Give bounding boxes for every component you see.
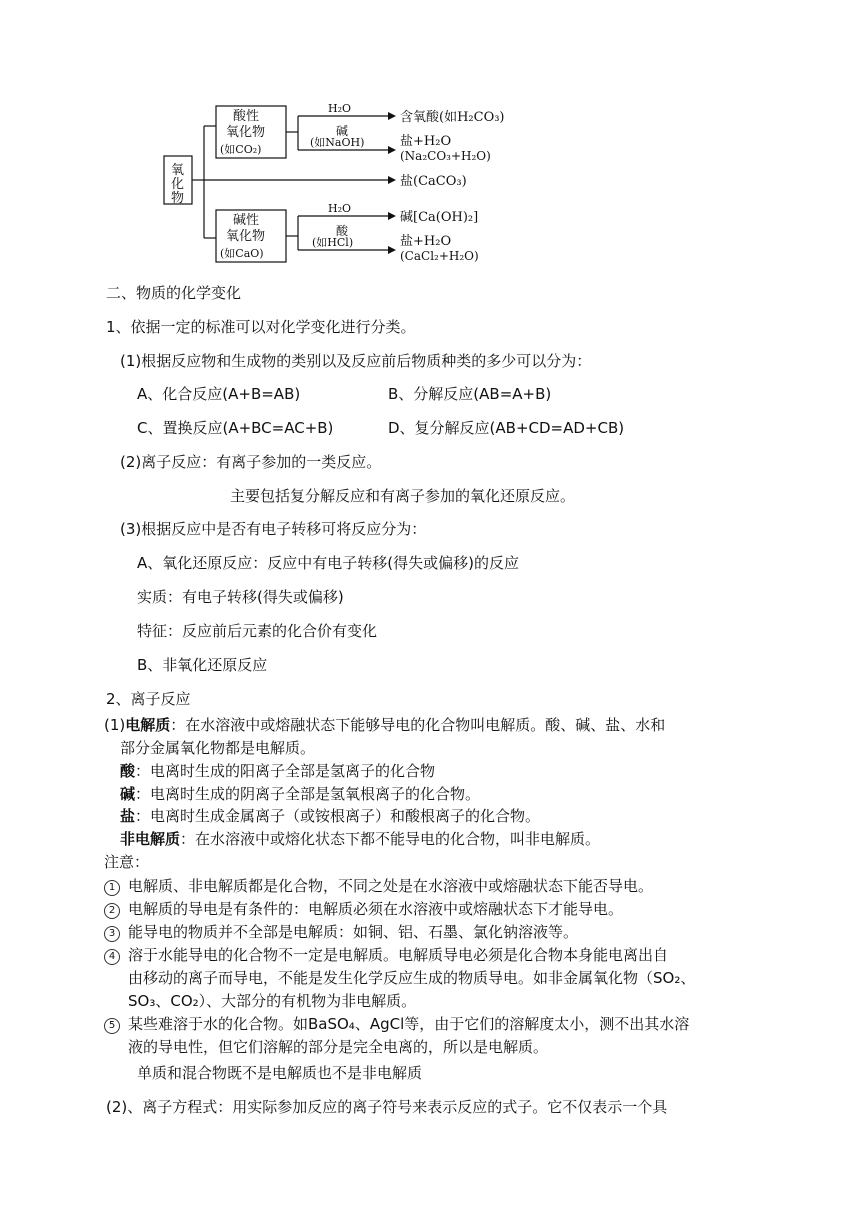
base-term: 碱 xyxy=(120,785,136,803)
acid-term: 酸 xyxy=(120,762,136,780)
base-h2o-label: H₂O xyxy=(328,202,352,215)
acid-h2o-label: H₂O xyxy=(328,102,352,115)
note-5 xyxy=(104,1014,689,1034)
acid-base-label-1: 碱 xyxy=(336,124,349,138)
simple-substance-note: 单质和混合物既不是电解质也不是非电解质 xyxy=(137,1064,423,1082)
note-5-text-a: 某些难溶于水的化合物。如BaSO₄、AgCl等，由于它们的溶解度太小，测不出其水溶 xyxy=(128,1015,690,1033)
basic-label-1: 碱性 xyxy=(233,213,260,228)
basic-label-2: 氧化物 xyxy=(226,229,266,244)
note-3-text: 能导电的物质并不全部是电解质：如铜、铝、石墨、氯化钠溶液等。 xyxy=(128,923,579,941)
acid-base-label-2: (如NaOH) xyxy=(310,136,365,149)
root-label-2: 化 xyxy=(171,177,185,192)
reaction-d: D、复分解反应(AB+CD=AD+CB) xyxy=(388,419,625,437)
note-number-2: 2 xyxy=(104,903,120,919)
acidic-label-2: 氧化物 xyxy=(226,125,266,140)
root-label-3: 物 xyxy=(171,191,185,206)
reaction-a: A、化合反应(A+B=AB) xyxy=(137,385,301,403)
note-2 xyxy=(104,899,623,919)
para-1-1: (1)根据反应物和生成物的类别以及反应前后物质种类的多少可以分为： xyxy=(120,352,592,370)
base-acid-label-2: (如HCl) xyxy=(312,236,354,249)
acid-base-product-2: (Na₂CO₃+H₂O) xyxy=(400,149,491,163)
base-acid-product-2: (CaCl₂+H₂O) xyxy=(400,249,479,263)
acid-def xyxy=(120,761,435,781)
section-heading: 二、物质的化学变化 xyxy=(106,284,242,302)
non-electrolyte-def xyxy=(120,829,600,849)
acidic-label-1: 酸性 xyxy=(233,109,260,124)
note-label: 注意： xyxy=(104,853,150,871)
salt-term: 盐 xyxy=(120,807,136,825)
para-1-2b: 主要包括复分解反应和有离子参加的氧化还原反应。 xyxy=(230,487,576,505)
para-ionic-equation: (2)、离子方程式：用实际参加反应的离子符号来表示反应的式子。它不仅表示一个具 xyxy=(106,1098,668,1116)
base-h2o-product: 碱[Ca(OH)₂] xyxy=(400,210,479,225)
non-electrolyte-text: ：在水溶液中或熔化状态下都不能导电的化合物，叫非电解质。 xyxy=(180,830,601,848)
acidic-label-3: (如CO₂) xyxy=(220,143,262,156)
acid-base-product-1: 盐+H₂O xyxy=(400,134,452,149)
para-1-2: (2)离子反应：有离子参加的一类反应。 xyxy=(120,453,382,471)
note-number-1: 1 xyxy=(104,880,120,896)
salt-def xyxy=(120,806,540,826)
para-1: 1、依据一定的标准可以对化学变化进行分类。 xyxy=(106,318,416,336)
para-1-3: (3)根据反应中是否有电子转移可将反应分为： xyxy=(120,520,427,538)
note-1 xyxy=(104,876,653,896)
note-4-text-b: 由移动的离子而导电，不能是发生化学反应生成的物质导电。如非金属氧化物（SO₂、 xyxy=(128,969,696,987)
note-1-text: 电解质、非电解质都是化合物，不同之处是在水溶液中或熔融状态下能否导电。 xyxy=(128,877,654,895)
para-2: 2、离子反应 xyxy=(106,690,191,708)
electrolyte-def xyxy=(104,715,665,735)
note-4-text-c: SO₃、CO₂）、大部分的有机物为非电解质。 xyxy=(128,992,417,1010)
note-4-text-a: 溶于水能导电的化合物不一定是电解质。电解质导电必须是化合物本身能电离出自 xyxy=(128,946,669,964)
non-redox: B、非氧化还原反应 xyxy=(137,656,268,674)
acid-text: ：电离时生成的阳离子全部是氢离子的化合物 xyxy=(135,762,436,780)
redox-essence: 实质：有电子转移(得失或偏移) xyxy=(137,588,344,606)
acid-h2o-product: 含氧酸(如H₂CO₃) xyxy=(400,110,505,125)
non-electrolyte-term: 非电解质 xyxy=(120,830,181,848)
note-4 xyxy=(104,945,668,965)
note-number-5: 5 xyxy=(104,1018,120,1034)
electrolyte-def-2: 部分金属氧化物都是电解质。 xyxy=(120,739,316,757)
base-text: ：电离时生成的阴离子全部是氢氧根离子的化合物。 xyxy=(135,785,481,803)
redox-definition: A、氧化还原反应：反应中有电子转移(得失或偏移)的反应 xyxy=(137,554,519,572)
note-number-4: 4 xyxy=(104,949,120,965)
middle-product: 盐(CaCO₃) xyxy=(400,174,467,189)
electrolyte-prefix: (1) xyxy=(104,716,126,734)
root-label-1: 氧 xyxy=(171,163,185,178)
basic-label-3: (如CaO) xyxy=(220,247,264,260)
note-3 xyxy=(104,922,578,942)
base-def xyxy=(120,784,480,804)
redox-feature: 特征：反应前后元素的化合价有变化 xyxy=(137,622,378,640)
reaction-c: C、置换反应(A+BC=AC+B) xyxy=(137,419,334,437)
salt-text: ：电离时生成金属离子（或铵根离子）和酸根离子的化合物。 xyxy=(135,807,541,825)
oxide-classification-diagram xyxy=(160,98,560,268)
base-acid-label-1: 酸 xyxy=(336,224,349,238)
electrolyte-term: 电解质 xyxy=(125,716,171,734)
reaction-b: B、分解反应(AB=A+B) xyxy=(388,385,552,403)
electrolyte-text: ：在水溶液中或熔融状态下能够导电的化合物叫电解质。酸、碱、盐、水和 xyxy=(170,716,666,734)
note-5-text-b: 液的导电性，但它们溶解的部分是完全电离的，所以是电解质。 xyxy=(128,1038,549,1056)
note-number-3: 3 xyxy=(104,926,120,942)
note-2-text: 电解质的导电是有条件的：电解质必须在水溶液中或熔融状态下才能导电。 xyxy=(128,900,624,918)
base-acid-product-1: 盐+H₂O xyxy=(400,234,452,249)
